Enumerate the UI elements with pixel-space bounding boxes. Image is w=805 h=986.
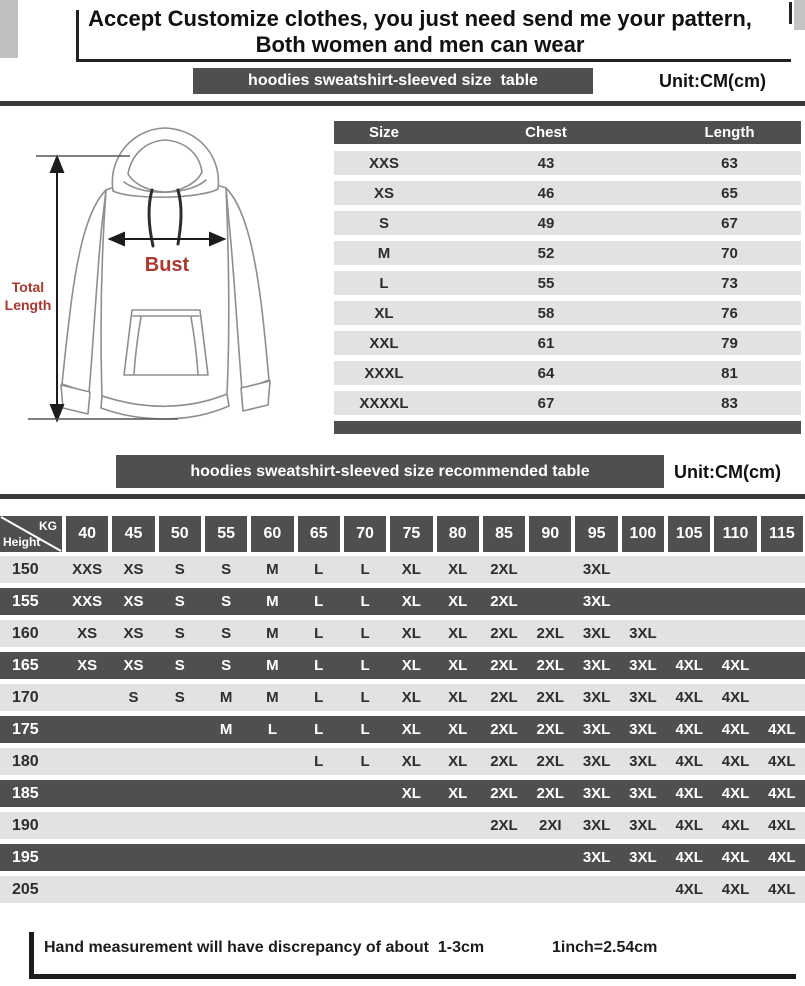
size-recommendation-cell: XL (401, 625, 421, 642)
size-recommendation-cell: 4XL (768, 881, 796, 898)
kg-column-header: 110 (714, 516, 756, 552)
kg-column-header: 65 (298, 516, 340, 552)
chest-cell: 64 (537, 364, 555, 382)
size-recommendation-cell: S (174, 593, 185, 610)
size-table-row (334, 301, 801, 325)
size-recommendation-cell: XL (448, 689, 468, 706)
size-recommendation-cell: 4XL (768, 785, 796, 802)
size-recommendation-cell: S (174, 561, 185, 578)
size-recommendation-cell: 3XL (629, 689, 657, 706)
chest-cell: 67 (537, 394, 555, 412)
title-line-2: Both women and men can wear (255, 32, 585, 57)
matrix-row-height-180 (0, 748, 805, 775)
size-cell: S (378, 214, 389, 232)
size-recommendation-cell: 2XL (490, 721, 518, 738)
size-recommendation-cell: XS (123, 657, 144, 674)
length-cell: 76 (721, 304, 738, 322)
size-recommendation-cell: 3XL (582, 593, 611, 610)
size-recommendation-cell: 3XL (582, 625, 611, 642)
size-recommendation-cell: S (221, 561, 232, 578)
size-table-title-bar: hoodies sweatshirt-sleeved size table (193, 68, 593, 94)
size-recommendation-cell: 2XL (536, 753, 565, 770)
chest-cell: 46 (537, 184, 555, 202)
size-recommendation-cell: 3XL (629, 721, 657, 738)
chest-cell: 52 (537, 244, 555, 262)
size-table-row (334, 211, 801, 235)
height-label: 195 (12, 848, 39, 866)
height-label: 165 (12, 656, 39, 674)
size-recommendation-cell: 2XL (536, 689, 565, 706)
size-recommendation-cell: S (174, 689, 185, 706)
matrix-row-height-165 (0, 652, 805, 679)
size-recommendation-cell: L (360, 657, 370, 674)
size-recommendation-cell: 4XL (675, 881, 703, 898)
size-recommendation-cell: 4XL (721, 721, 750, 738)
chest-cell: 43 (537, 154, 555, 172)
height-label: 160 (12, 624, 39, 642)
size-recommendation-cell: 2XL (490, 753, 518, 770)
size-recommendation-cell: XXS (72, 561, 103, 578)
size-recommendation-cell: 4XL (675, 689, 703, 706)
size-recommendation-cell: 4XL (675, 785, 703, 802)
size-recommendation-cell: 2XL (536, 721, 565, 738)
size-recommendation-cell: M (219, 689, 233, 706)
hoodie-right-sleeve (226, 188, 269, 390)
size-recommendation-cell: 4XL (768, 849, 796, 866)
bust-label: Bust (144, 254, 190, 276)
size-recommendation-cell: L (360, 625, 370, 642)
height-label: 190 (12, 816, 39, 834)
size-cell: XS (373, 184, 394, 202)
inch-conversion-note: 1inch=2.54cm (552, 939, 658, 956)
size-recommendation-cell: L (267, 721, 277, 738)
kg-column-header: 45 (112, 516, 154, 552)
size-recommendation-cell: S (128, 689, 139, 706)
size-recommendation-cell: 4XL (721, 817, 750, 834)
size-recommendation-cell: L (360, 721, 370, 738)
size-recommendation-cell: 4XL (721, 785, 750, 802)
size-table-row (334, 271, 801, 295)
size-recommendation-cell: XL (401, 657, 421, 674)
size-recommendation-cell: XL (448, 561, 468, 578)
size-recommendation-cell: 2XL (490, 689, 518, 706)
size-recommendation-cell: 3XL (629, 657, 657, 674)
size-recommendation-cell: L (314, 689, 324, 706)
kg-column-header: 105 (668, 516, 710, 552)
size-recommendation-cell: XL (401, 753, 421, 770)
recommended-table-title-bar: hoodies sweatshirt-sleeved size recommended table (116, 455, 664, 488)
title-line-1: Accept Customize clothes, you just need send me your pattern, (88, 6, 752, 31)
size-recommendation-cell: XS (77, 657, 98, 674)
size-recommendation-cell: XL (401, 689, 421, 706)
size-recommendation-cell: 4XL (768, 817, 796, 834)
size-table-row (334, 181, 801, 205)
hoodie-left-sleeve (62, 190, 106, 393)
size-table-column-header: Length (704, 124, 755, 141)
size-recommendation-cell: 3XL (582, 817, 611, 834)
height-label: 205 (12, 880, 39, 898)
size-recommendation-cell: S (174, 625, 185, 642)
size-recommendation-cell: 4XL (675, 817, 703, 834)
unit-label-1: Unit:CM(cm) (659, 71, 766, 91)
height-label: 185 (12, 784, 39, 802)
matrix-row-height-190 (0, 812, 805, 839)
size-cell: XXXL (364, 364, 404, 382)
size-recommendation-cell: XL (448, 625, 468, 642)
size-recommendation-cell: S (221, 625, 232, 642)
size-recommendation-cell: XS (123, 593, 144, 610)
size-recommendation-cell: 4XL (721, 849, 750, 866)
chest-cell: 58 (537, 304, 555, 322)
size-recommendation-cell: 2XL (490, 785, 518, 802)
kg-column-header: 60 (251, 516, 293, 552)
size-table-row (334, 151, 801, 175)
size-recommendation-cell: 2XL (536, 657, 565, 674)
size-cell: XXXXL (359, 394, 409, 412)
size-recommendation-cell: L (360, 561, 370, 578)
total-length-label: Total Length (4, 279, 52, 313)
size-recommendation-cell: 2XL (490, 593, 518, 610)
size-recommendation-cell: XL (448, 593, 468, 610)
size-recommendation-cell: 2XL (490, 657, 518, 674)
size-recommendation-cell: L (360, 593, 370, 610)
unit-label-2: Unit:CM(cm) (674, 462, 781, 482)
length-cell: 83 (721, 394, 738, 412)
chest-cell: 49 (537, 214, 555, 232)
size-recommendation-cell: 2XL (536, 625, 565, 642)
size-recommendation-cell: L (314, 561, 324, 578)
size-recommendation-cell: 3XL (629, 625, 657, 642)
size-table-column-header: Chest (525, 124, 567, 141)
size-table-row (334, 241, 801, 265)
size-recommendation-cell: L (314, 593, 324, 610)
length-cell: 63 (721, 154, 738, 172)
size-recommendation-cell: XL (401, 593, 421, 610)
length-cell: 73 (721, 274, 738, 292)
kg-column-header: 80 (437, 516, 479, 552)
size-recommendation-cell: S (174, 657, 185, 674)
size-cell: XXS (368, 154, 399, 172)
size-table-row (334, 361, 801, 385)
height-label: 180 (12, 752, 39, 770)
size-recommendation-cell: XL (401, 561, 421, 578)
size-table-row (334, 331, 801, 355)
kg-column-header: 70 (344, 516, 386, 552)
photo-edge-artifact-left (0, 0, 18, 58)
size-recommendation-cell: L (314, 657, 324, 674)
size-cell: L (379, 274, 389, 292)
size-recommendation-cell: XL (401, 721, 421, 738)
size-recommendation-cell: 3XL (629, 849, 657, 866)
size-recommendation-cell: 4XL (675, 657, 703, 674)
size-table (334, 121, 801, 434)
kg-column-header: 75 (390, 516, 432, 552)
size-cell: XXL (369, 334, 399, 352)
size-recommendation-cell: M (266, 561, 279, 578)
size-recommendation-cell: 2XL (536, 785, 565, 802)
size-recommendation-cell: 2XI (539, 817, 562, 834)
matrix-corner-cell (0, 516, 62, 552)
size-cell: M (377, 244, 391, 262)
kg-column-header: 55 (205, 516, 247, 552)
size-cell: XL (374, 304, 394, 322)
kg-column-header: 50 (159, 516, 201, 552)
size-recommendation-cell: 4XL (721, 689, 750, 706)
size-recommendation-cell: S (221, 593, 232, 610)
corner-height-label: Height (3, 535, 41, 549)
kg-column-header: 40 (66, 516, 108, 552)
matrix-row-height-170 (0, 684, 805, 711)
size-recommendation-cell: 3XL (582, 689, 611, 706)
size-recommendation-cell: 4XL (768, 721, 796, 738)
size-recommendation-cell: 3XL (582, 753, 611, 770)
size-recommendation-cell: 3XL (582, 561, 611, 578)
size-recommendation-cell: M (219, 721, 233, 738)
recommended-size-matrix (0, 516, 805, 908)
section-divider-1 (0, 101, 805, 106)
size-recommendation-cell: 2XL (490, 625, 518, 642)
size-recommendation-cell: L (314, 625, 324, 642)
size-recommendation-cell: M (266, 689, 279, 706)
size-recommendation-cell: 3XL (582, 721, 611, 738)
size-recommendation-cell: XS (77, 625, 98, 642)
length-cell: 65 (721, 184, 738, 202)
page-title (40, 6, 800, 58)
size-recommendation-cell: XL (401, 785, 421, 802)
size-recommendation-cell: XS (123, 561, 144, 578)
size-table-end-bar (334, 421, 801, 434)
size-recommendation-cell: 3XL (629, 753, 657, 770)
matrix-row-height-175 (0, 716, 805, 743)
matrix-row-height-205 (0, 876, 805, 903)
size-recommendation-cell: XL (448, 753, 468, 770)
size-recommendation-cell: L (314, 753, 324, 770)
size-recommendation-cell: M (266, 625, 279, 642)
matrix-row-height-195 (0, 844, 805, 871)
size-recommendation-cell: 2XL (490, 817, 518, 834)
size-table-column-header: Size (368, 124, 399, 141)
size-recommendation-cell: XL (448, 721, 468, 738)
corner-kg-label: KG (39, 519, 57, 533)
height-label: 170 (12, 688, 39, 706)
size-recommendation-cell: S (221, 657, 232, 674)
kg-column-header: 85 (483, 516, 525, 552)
matrix-row-height-150 (0, 556, 805, 583)
size-table-header-row (334, 121, 801, 144)
matrix-row-height-185 (0, 780, 805, 807)
chest-cell: 61 (537, 334, 555, 352)
kg-column-header: 90 (529, 516, 571, 552)
size-recommendation-cell: 3XL (582, 785, 611, 802)
size-recommendation-cell: L (360, 753, 370, 770)
size-recommendation-cell: M (266, 593, 279, 610)
size-recommendation-cell: 3XL (629, 785, 657, 802)
size-recommendation-cell: 4XL (768, 753, 796, 770)
length-cell: 79 (721, 334, 738, 352)
length-cell: 81 (721, 364, 738, 382)
size-recommendation-cell: L (360, 689, 370, 706)
chest-cell: 55 (537, 274, 555, 292)
length-cell: 67 (721, 214, 738, 232)
size-recommendation-cell: XL (448, 785, 468, 802)
size-recommendation-cell: L (314, 721, 324, 738)
size-recommendation-cell: 3XL (629, 817, 657, 834)
kg-column-header: 95 (575, 516, 617, 552)
size-recommendation-cell: 4XL (675, 753, 703, 770)
size-table-row (334, 391, 801, 415)
size-recommendation-cell: 3XL (582, 657, 611, 674)
height-label: 175 (12, 720, 39, 738)
size-recommendation-cell: XL (448, 657, 468, 674)
length-cell: 70 (721, 244, 738, 262)
matrix-row-height-160 (0, 620, 805, 647)
size-recommendation-cell: 4XL (721, 881, 750, 898)
size-recommendation-cell: 3XL (582, 849, 611, 866)
matrix-header-row (0, 516, 805, 552)
size-recommendation-cell: XS (123, 625, 144, 642)
height-label: 155 (12, 592, 39, 610)
section-divider-2 (0, 494, 805, 499)
height-label: 150 (12, 560, 39, 578)
size-recommendation-cell: 4XL (721, 657, 750, 674)
size-recommendation-cell: M (266, 657, 279, 674)
size-recommendation-cell: 4XL (675, 849, 703, 866)
kg-column-header: 100 (622, 516, 664, 552)
kg-column-header: 115 (761, 516, 803, 552)
size-recommendation-cell: 4XL (721, 753, 750, 770)
size-recommendation-cell: 2XL (490, 561, 518, 578)
measurement-note: Hand measurement will have discrepancy of about 1-3cm (44, 939, 485, 956)
matrix-row-height-155 (0, 588, 805, 615)
size-recommendation-cell: 4XL (675, 721, 703, 738)
size-recommendation-cell: XXS (72, 593, 103, 610)
